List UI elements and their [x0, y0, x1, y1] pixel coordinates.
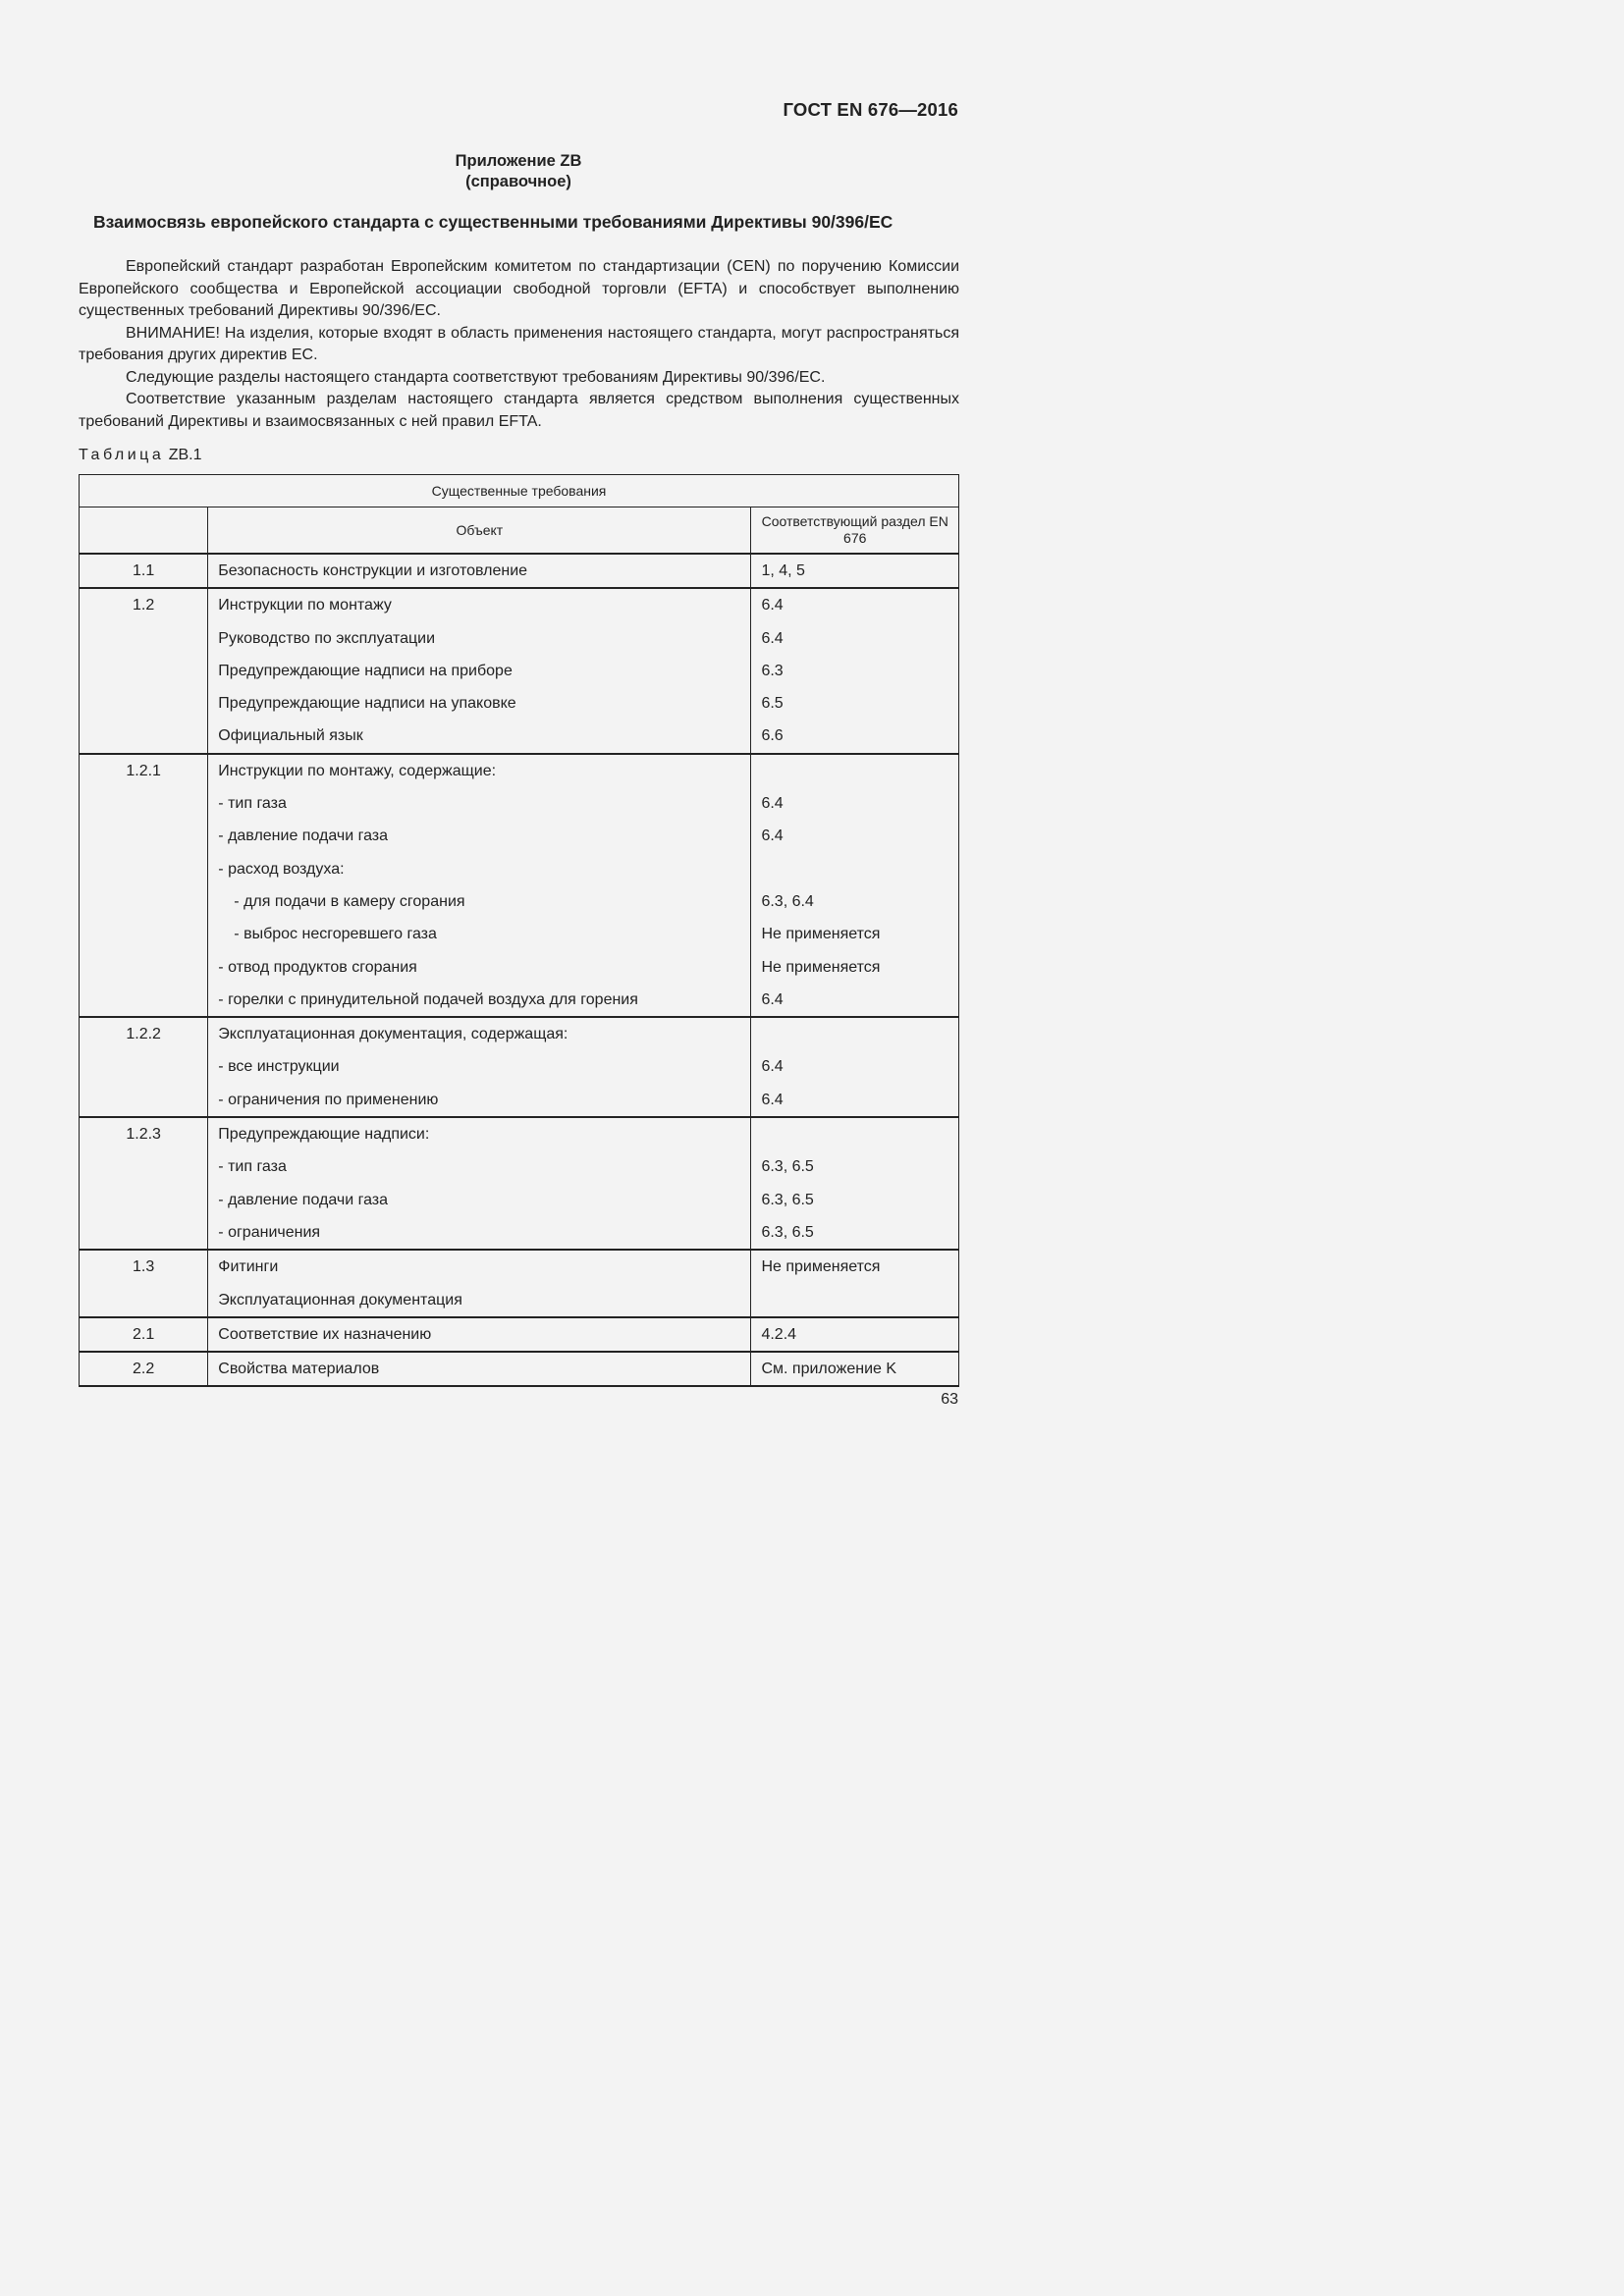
object-line: - давление подачи газа [218, 828, 389, 845]
object-line: - отвод продуктов сгорания [218, 958, 417, 976]
table-row [80, 1250, 959, 1317]
requirement-number: 1.2.1 [126, 762, 161, 779]
requirement-number-cell [80, 1117, 208, 1250]
paragraph: Следующие разделы настоящего стандарта соответствуют требованиям Директивы 90/396/ЕС. [126, 368, 826, 386]
table-caption [79, 447, 201, 464]
section-cell [751, 1017, 959, 1117]
requirement-number-cell [80, 1017, 208, 1117]
section-line: 6.3, 6.5 [761, 1158, 814, 1176]
paragraph: ВНИМАНИЕ! На изделия, которые входят в область применения настоящего стандарта, могут распространяться требования других директив ЕС. [79, 324, 959, 363]
section-cell [751, 1250, 959, 1317]
header-object: Объект [208, 507, 751, 555]
main-title: Взаимосвязь европейского стандарта с существенными требованиями Директивы 90/396/ЕС [93, 212, 893, 232]
table-subheader-row [80, 507, 959, 555]
object-line: Фитинги [218, 1258, 279, 1276]
object-line: Соответствие их назначению [218, 1325, 432, 1343]
paragraph: Европейский стандарт разработан Европейским комитетом по стандартизации (CEN) по поручению Комиссии Европейского сообщества и Европейской ассоциации свободной торговли (EFTA) и способствует выполнению существенных требований Директивы 90/396/ЕС. [79, 258, 959, 319]
object-line: - ограничения по применению [218, 1091, 439, 1108]
section-line [751, 853, 958, 885]
section-line: 6.4 [761, 828, 784, 845]
requirement-number: 1.2.2 [126, 1026, 161, 1043]
section-line: Не применяется [761, 958, 881, 976]
page-number: 63 [941, 1391, 958, 1408]
requirement-number: 1.3 [133, 1258, 155, 1276]
object-line: - расход воздуха: [218, 860, 345, 878]
table-row [80, 588, 959, 753]
section-line: См. приложение K [761, 1361, 897, 1378]
object-line: - все инструкции [218, 1058, 340, 1076]
section-line: 6.4 [761, 629, 784, 647]
annex-title: Приложение ZB [455, 152, 582, 170]
section-line: 6.4 [761, 597, 784, 614]
section-line: 6.3, 6.5 [761, 1191, 814, 1208]
section-line [751, 1284, 958, 1316]
table-row [80, 754, 959, 1017]
section-line [751, 755, 958, 787]
section-cell [751, 1117, 959, 1250]
document-page [0, 0, 1089, 1539]
section-line: 6.3, 6.5 [761, 1223, 814, 1241]
section-line: 1, 4, 5 [761, 562, 805, 579]
section-line: 6.5 [761, 695, 784, 713]
annex-subtitle: (справочное) [465, 173, 571, 190]
object-cell [208, 1317, 751, 1352]
body-text [79, 256, 959, 433]
header-section: Соответствующий раздел EN 676 [751, 507, 959, 555]
object-line: - давление подачи газа [218, 1191, 389, 1208]
requirements-table [79, 474, 959, 1387]
section-line: 6.4 [761, 795, 784, 813]
object-line: Официальный язык [218, 727, 363, 745]
object-cell [208, 1017, 751, 1117]
table-row [80, 554, 959, 588]
table-row [80, 1017, 959, 1117]
requirement-number: 1.2.3 [126, 1126, 161, 1144]
object-cell [208, 1117, 751, 1250]
paragraph: Соответствие указанным разделам настоящего стандарта является средством выполнения существенных требований Директивы и взаимосвязанных с ней правил EFTA. [79, 391, 959, 430]
object-line: Предупреждающие надписи на упаковке [218, 695, 516, 713]
header-number [80, 507, 208, 555]
section-line: 4.2.4 [761, 1325, 797, 1343]
section-cell [751, 754, 959, 1017]
object-cell [208, 754, 751, 1017]
object-cell [208, 554, 751, 588]
object-line: Инструкции по монтажу [218, 597, 392, 614]
requirement-number: 1.1 [133, 562, 155, 579]
requirement-number-cell [80, 588, 208, 753]
section-cell [751, 588, 959, 753]
object-cell [208, 588, 751, 753]
section-line: 6.3 [761, 662, 784, 679]
section-line: Не применяется [761, 1258, 881, 1276]
requirement-number-cell [80, 1250, 208, 1317]
requirement-number-cell [80, 554, 208, 588]
header-essential-requirements: Существенные требования [80, 475, 959, 507]
requirement-number-cell [80, 1352, 208, 1386]
object-line: - горелки с принудительной подачей воздуха для горения [218, 990, 638, 1008]
object-line: - выброс несгоревшего газа [234, 926, 437, 943]
requirement-number: 2.2 [133, 1361, 155, 1378]
table-caption-word: Таблица [79, 447, 165, 463]
object-line: Руководство по эксплуатации [218, 629, 436, 647]
section-line: 6.6 [761, 727, 784, 745]
object-line: - тип газа [218, 1158, 287, 1176]
object-line: Предупреждающие надписи: [218, 1126, 430, 1144]
object-line: - для подачи в камеру сгорания [234, 892, 465, 910]
requirement-number: 2.1 [133, 1325, 155, 1343]
object-line: Эксплуатационная документация [218, 1291, 462, 1308]
table-row [80, 1352, 959, 1386]
object-line: Предупреждающие надписи на приборе [218, 662, 513, 679]
document-code: ГОСТ EN 676—2016 [783, 99, 958, 120]
requirement-number-cell [80, 754, 208, 1017]
section-line [751, 1118, 958, 1150]
object-cell [208, 1352, 751, 1386]
requirement-number-cell [80, 1317, 208, 1352]
object-line: - тип газа [218, 795, 287, 813]
table-caption-id: ZB.1 [168, 447, 202, 463]
table-body [80, 554, 959, 1386]
object-line: Эксплуатационная документация, содержащая: [218, 1026, 568, 1043]
object-line: Безопасность конструкции и изготовление [218, 562, 528, 579]
section-line: 6.4 [761, 1058, 784, 1076]
section-line [751, 1018, 958, 1050]
object-cell [208, 1250, 751, 1317]
section-line: 6.4 [761, 990, 784, 1008]
object-line: Инструкции по монтажу, содержащие: [218, 762, 497, 779]
section-line: 6.3, 6.4 [761, 892, 814, 910]
section-line: 6.4 [761, 1091, 784, 1108]
annex-heading [0, 151, 1037, 192]
table-header-row [80, 475, 959, 507]
table-row [80, 1317, 959, 1352]
requirement-number: 1.2 [133, 597, 155, 614]
section-cell [751, 554, 959, 588]
table-row [80, 1117, 959, 1250]
object-line: Свойства материалов [218, 1361, 380, 1378]
section-cell [751, 1317, 959, 1352]
object-line: - ограничения [218, 1223, 321, 1241]
section-line: Не применяется [761, 926, 881, 943]
section-cell [751, 1352, 959, 1386]
